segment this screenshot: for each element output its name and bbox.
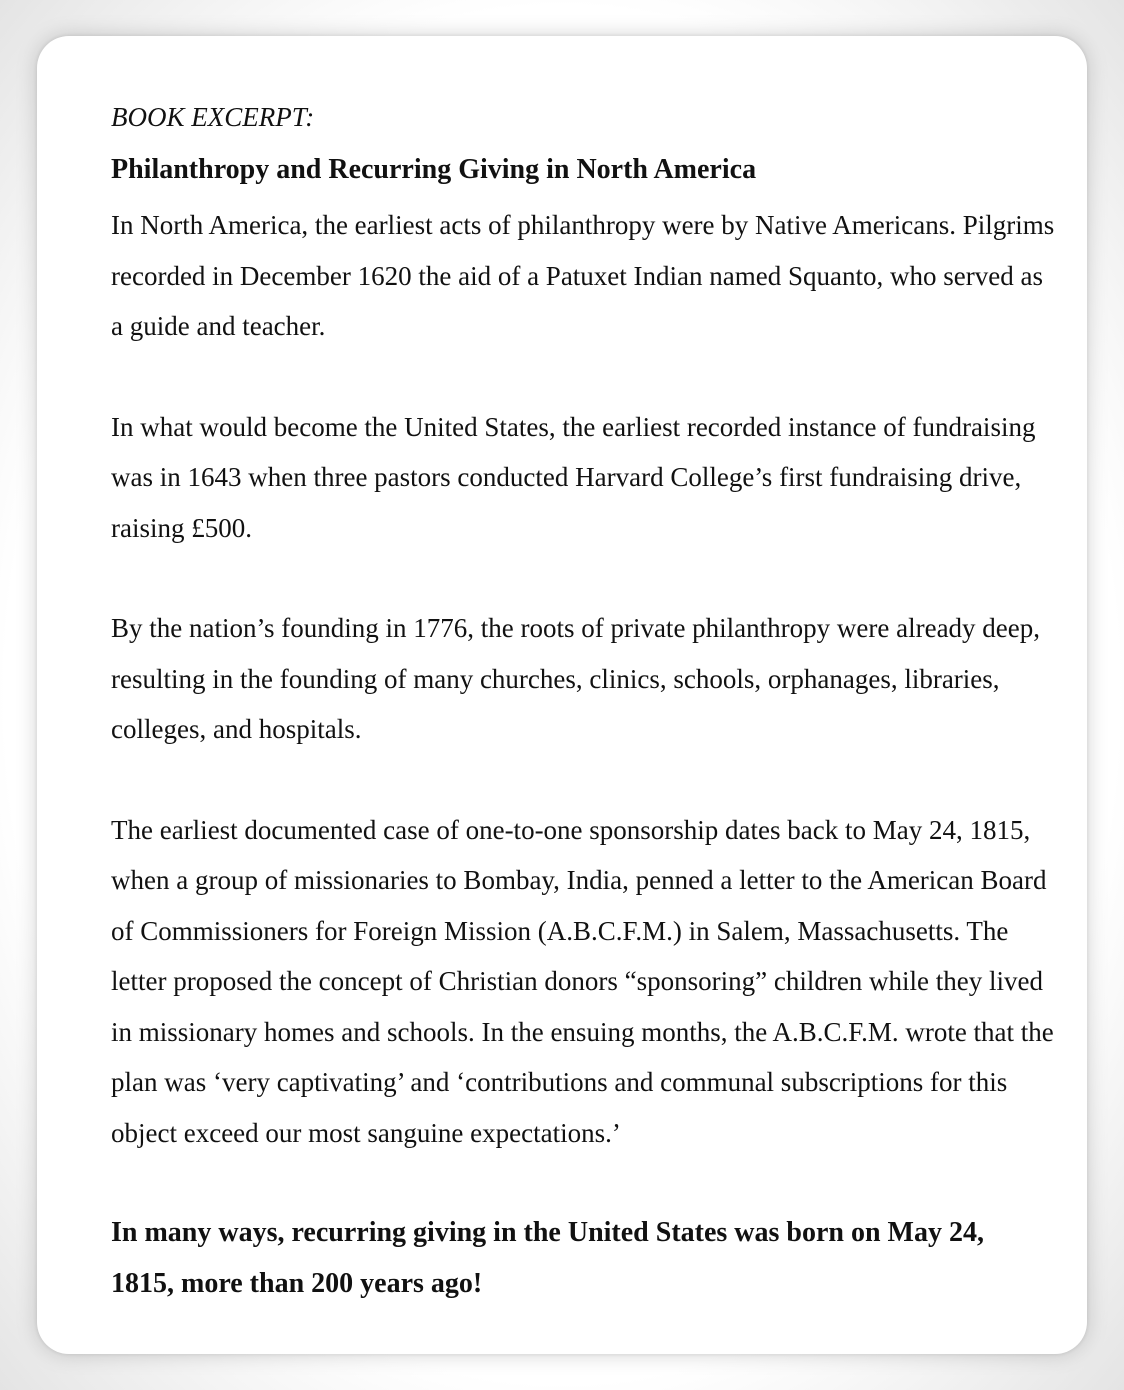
excerpt-card: [37, 36, 1087, 1354]
closing-statement: In many ways, recurring giving in the United States was born on May 24, 1815, more than 200 years ago!: [111, 1217, 984, 1299]
paragraph-founding: By the nation’s founding in 1776, the roots of private philanthropy were already deep, resulting in the founding of many churches, clinics, schools, orphanages, libraries, colleges, and hospitals.: [111, 613, 1041, 744]
paragraph-squanto: In North America, the earliest acts of philanthropy were by Native Americans. Pilgrims recorded in December 1620 the aid of a Patuxet Indian named Squanto, who served as a guide and teacher.: [111, 210, 1055, 341]
excerpt-label: BOOK EXCERPT:: [111, 102, 315, 132]
excerpt-title: Philanthropy and Recurring Giving in North America: [111, 154, 757, 185]
paragraph-harvard: In what would become the United States, the earliest recorded instance of fundraising was in 1643 when three pastors conducted Harvard College’s first fundraising drive, raising £500.: [111, 411, 1036, 543]
paragraph-sponsorship: The earliest documented case of one-to-one sponsorship dates back to May 24, 1815, when a group of missionaries to Bombay, India, penned a letter to the American Board of Commissioners for Foreign Mission (A.B.C.F.M.) in Salem, Massachusetts. The letter proposed the concept of Christian donors “sponsoring” children while they lived in missionary homes and schools. In the ensuing months, the A.B.C.F.M. wrote that the plan was ‘very captivating’ and ‘contributions and communal subscriptions for this object exceed our most sanguine expectations.’: [111, 814, 1054, 1148]
